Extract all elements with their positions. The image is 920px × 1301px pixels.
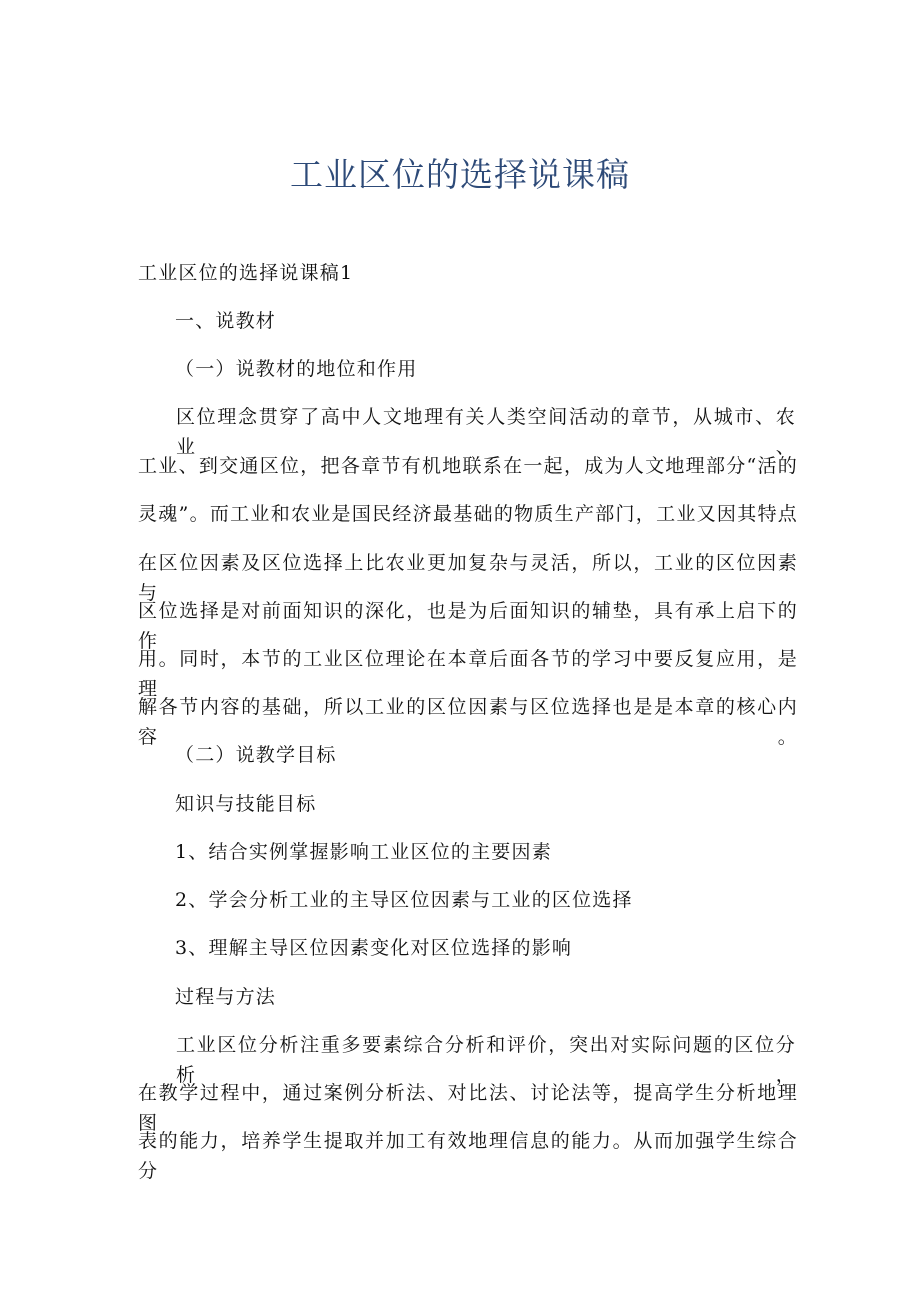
paragraph-line: 区位理念贯穿了高中人文地理有关人类空间活动的章节，从城市、农业、 — [176, 406, 796, 458]
paragraph-line: 表的能力，培养学生提取并加工有效地理信息的能力。从而加强学生综合分 — [138, 1130, 798, 1182]
document-title: 工业区位的选择说课稿 — [290, 155, 630, 194]
paragraph-line: 在教学过程中，通过案例分析法、对比法、讨论法等，提高学生分析地理图 — [138, 1082, 798, 1134]
paragraph-line: 工业、到交通区位，把各章节有机地联系在一起，成为人文地理部分“活的 — [138, 455, 798, 477]
paragraph-line: 区位选择是对前面知识的深化，也是为后面知识的辅垫，具有承上启下的作 — [138, 600, 798, 652]
goal-item: 3、理解主导区位因素变化对区位选择的影响 — [175, 937, 573, 959]
subsection-heading-teaching-goals: （二）说教学目标 — [175, 744, 337, 766]
paragraph-line: 在区位因素及区位选择上比农业更加复杂与灵活，所以，工业的区位因素与 — [138, 552, 798, 604]
subsection-heading-status-role: （一）说教材的地位和作用 — [175, 358, 418, 380]
document-subtitle: 工业区位的选择说课稿1 — [138, 262, 354, 284]
paragraph-line: 解各节内容的基础，所以工业的区位因素与区位选择也是是本章的核心内容。 — [138, 696, 798, 748]
knowledge-skills-heading: 知识与技能目标 — [175, 793, 317, 815]
paragraph-line: 工业区位分析注重多要素综合分析和评价，突出对实际问题的区位分析， — [176, 1034, 796, 1086]
section-heading-teaching-material: 一、说教材 — [175, 310, 277, 332]
goal-item: 2、学会分析工业的主导区位因素与工业的区位选择 — [175, 889, 633, 911]
paragraph-line: 用。同时，本节的工业区位理论在本章后面各节的学习中要反复应用，是理 — [138, 648, 798, 700]
paragraph-line: 灵魂”。而工业和农业是国民经济最基础的物质生产部门，工业又因其特点 — [138, 503, 798, 525]
goal-item: 1、结合实例掌握影响工业区位的主要因素 — [175, 841, 552, 863]
process-method-heading: 过程与方法 — [175, 986, 277, 1008]
